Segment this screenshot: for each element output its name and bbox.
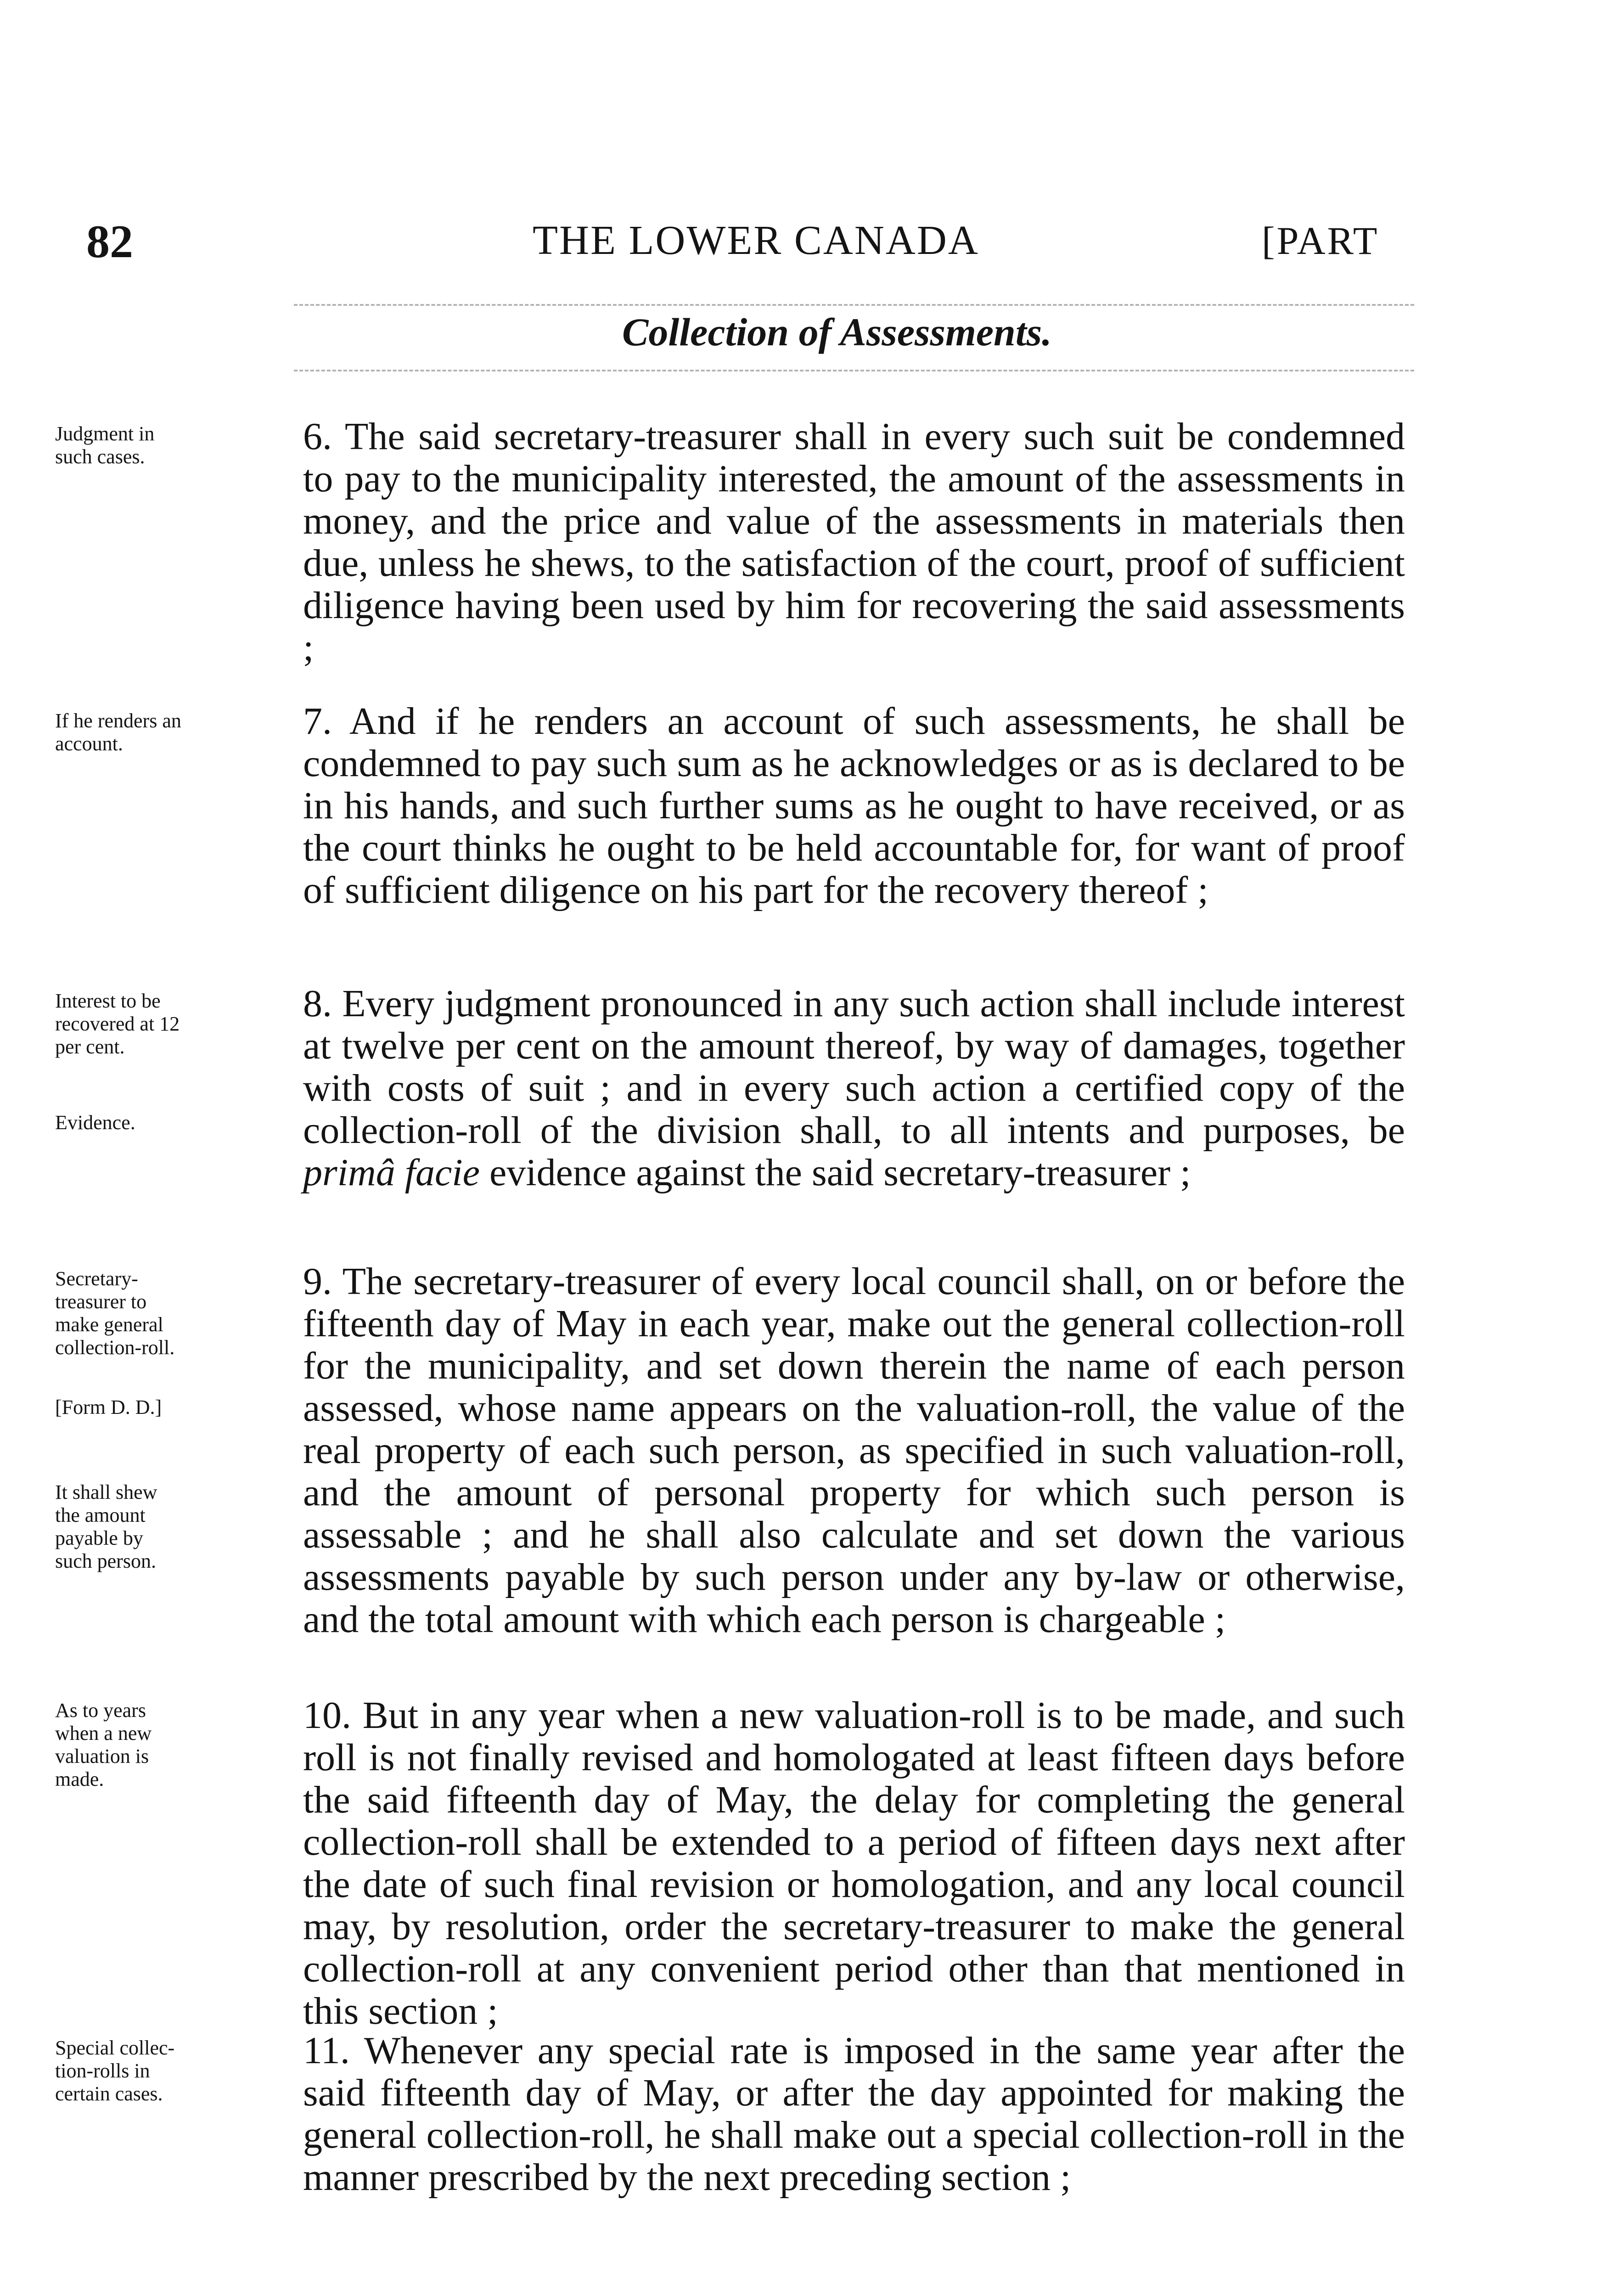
paragraph-11 xyxy=(303,2030,1405,2199)
page-number: 82 xyxy=(86,216,133,268)
paragraph-6 xyxy=(303,416,1405,669)
running-title: THE LOWER CANADA xyxy=(533,218,979,263)
header-rule-top xyxy=(294,304,1414,306)
sidenote-interest: Interest to be recovered at 12 per cent. xyxy=(55,990,180,1058)
sidenote-evidence: Evidence. xyxy=(55,1111,135,1134)
section-heading: Collection of Assessments. xyxy=(622,310,1052,354)
paragraph-8 xyxy=(303,983,1405,1194)
paragraph-6-text: 6. The said secretary-treasurer shall in every such suit be condemned to pay to the municipality interested, the amount of the assessments in money, and the price and value of the assessments in materials then due, unless he shews, to the satisfaction of the court, proof of sufficient diligence having been used by him for recovering the said assessments ; xyxy=(303,415,1405,669)
paragraph-9-text: 9. The secretary-treasurer of every local council shall, on or before the fifteenth day of May in each year, make out the general collection-roll for the municipality, and set down therein the name of each person assessed, whose name appears on the valuation-roll, the value of the real property of each such person, as specified in such valuation-roll, and the amount of personal property for which such person is assessable ; and he shall also calculate and set down the various assessments payable by such person under any by-law or otherwise, and the total amount with which each person is chargeable ; xyxy=(303,1260,1405,1641)
paragraph-8-emphasis: primâ facie xyxy=(303,1151,480,1194)
sidenote-new-valuation: As to years when a new valuation is made. xyxy=(55,1699,152,1790)
part-label: [PART xyxy=(1262,219,1379,263)
header-rule-bottom xyxy=(294,370,1414,371)
sidenote-special-rolls: Special collec- tion-rolls in certain cases. xyxy=(55,2037,175,2105)
sidenote-judgment: Judgment in such cases. xyxy=(55,422,155,468)
paragraph-7 xyxy=(303,700,1405,912)
sidenote-form-reference: [Form D. D.] xyxy=(55,1396,162,1418)
paragraph-7-text: 7. And if he renders an account of such assessments, he shall be condemned to pay such sum as he acknowledges or as is declared to be in his hands, and such further sums as he ought to have received, or as the court thinks he ought to be held accountable for, for want of proof of sufficient diligence on his part for the recovery thereof ; xyxy=(303,700,1405,912)
paragraph-8-text: 8. Every judgment pronounced in any such action shall include interest at twelve per cent on the amount thereof, by way of damages, together with costs of suit ; and in every such action a certified copy of the collection-roll of the division shall, to all intents and purposes, be xyxy=(303,982,1405,1152)
paragraph-10 xyxy=(303,1694,1405,2032)
sidenote-general-roll: Secretary- treasurer to make general collection-roll. xyxy=(55,1267,175,1359)
sidenote-renders-account: If he renders an account. xyxy=(55,709,181,755)
paragraph-11-text: 11. Whenever any special rate is imposed in the same year after the said fifteenth day of May, or after the day appointed for making the general collection-roll, he shall make out a special collection-roll in the manner prescribed by the next preceding section ; xyxy=(303,2029,1405,2199)
paragraph-8-text-end: evidence against the said secretary-treasurer ; xyxy=(479,1151,1191,1194)
paragraph-10-text: 10. But in any year when a new valuation-roll is to be made, and such roll is not finally revised and homologated at least fifteen days before the said fifteenth day of May, the delay for completing the general collection-roll shall be extended to a period of fifteen days next after the date of such final revision or homologation, and any local council may, by resolution, order the secretary-treasurer to make the general collection-roll at any convenient period other than that mentioned in this section ; xyxy=(303,1694,1405,2032)
sidenote-amount-payable: It shall shew the amount payable by such person. xyxy=(55,1481,157,1572)
paragraph-9 xyxy=(303,1261,1405,1641)
